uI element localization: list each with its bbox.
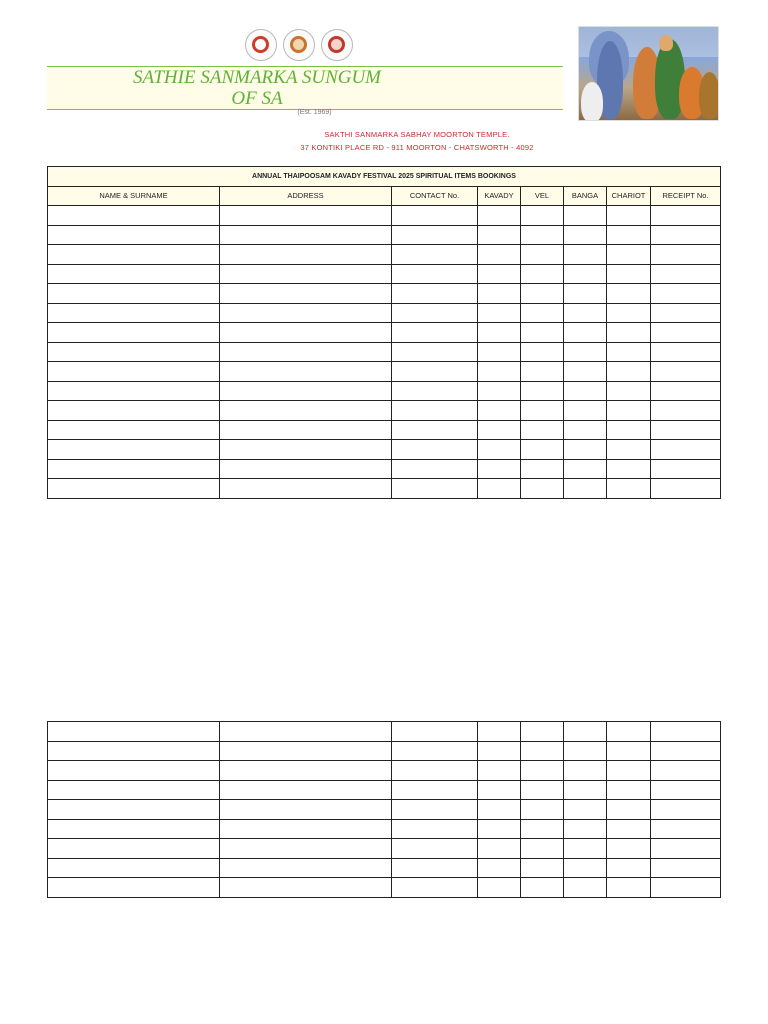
entry-cell[interactable] — [521, 225, 564, 245]
entry-cell[interactable] — [651, 839, 721, 859]
entry-cell[interactable] — [521, 741, 564, 761]
entry-cell[interactable] — [651, 381, 721, 401]
entry-cell[interactable] — [220, 323, 392, 343]
entry-cell[interactable] — [564, 225, 607, 245]
entry-cell[interactable] — [651, 878, 721, 898]
entry-cell[interactable] — [607, 741, 651, 761]
column-header: ADDRESS — [220, 186, 392, 206]
entry-cell[interactable] — [521, 420, 564, 440]
entry-cell[interactable] — [478, 381, 521, 401]
entry-cell[interactable] — [651, 245, 721, 265]
entry-cell[interactable] — [48, 858, 220, 878]
entry-cell[interactable] — [607, 401, 651, 421]
table-row — [48, 245, 721, 265]
table-row — [48, 479, 721, 499]
entry-cell[interactable] — [564, 264, 607, 284]
emblem-icon-3 — [321, 29, 353, 61]
entry-cell[interactable] — [478, 761, 521, 781]
entry-cell[interactable] — [521, 245, 564, 265]
entry-cell[interactable] — [521, 342, 564, 362]
entry-cell[interactable] — [564, 819, 607, 839]
entry-cell[interactable] — [564, 401, 607, 421]
entry-cell[interactable] — [48, 323, 220, 343]
temple-address: 37 KONTIKI PLACE RD - 911 MOORTON - CHATSWORTH - 4092 — [300, 143, 534, 152]
entry-cell[interactable] — [220, 284, 392, 304]
entry-cell[interactable] — [564, 722, 607, 742]
entry-cell[interactable] — [220, 839, 392, 859]
emblem-group — [245, 29, 353, 61]
entry-cell[interactable] — [478, 459, 521, 479]
entry-cell[interactable] — [564, 741, 607, 761]
entry-cell[interactable] — [607, 420, 651, 440]
entry-cell[interactable] — [478, 323, 521, 343]
entry-cell[interactable] — [607, 303, 651, 323]
column-header: VEL — [521, 186, 564, 206]
entry-cell[interactable] — [607, 362, 651, 382]
entry-cell[interactable] — [651, 401, 721, 421]
org-title-bar — [47, 66, 563, 110]
table-row — [48, 342, 721, 362]
deity-image — [578, 26, 719, 121]
entry-cell[interactable] — [564, 206, 607, 226]
entry-cell[interactable] — [521, 401, 564, 421]
table-row — [48, 303, 721, 323]
entry-cell[interactable] — [392, 780, 478, 800]
entry-cell[interactable] — [478, 722, 521, 742]
entry-cell[interactable] — [521, 780, 564, 800]
entry-cell[interactable] — [651, 225, 721, 245]
entry-cell[interactable] — [48, 819, 220, 839]
entry-cell[interactable] — [392, 303, 478, 323]
entry-cell[interactable] — [478, 800, 521, 820]
entry-cell[interactable] — [392, 206, 478, 226]
entry-cell[interactable] — [607, 342, 651, 362]
table-row — [48, 878, 721, 898]
table-row — [48, 401, 721, 421]
entry-cell[interactable] — [564, 303, 607, 323]
entry-cell[interactable] — [48, 741, 220, 761]
entry-cell[interactable] — [478, 401, 521, 421]
entry-cell[interactable] — [392, 362, 478, 382]
entry-cell[interactable] — [651, 459, 721, 479]
entry-cell[interactable] — [48, 459, 220, 479]
entry-cell[interactable] — [651, 800, 721, 820]
entry-cell[interactable] — [478, 420, 521, 440]
established-note: (Est. 1969) — [297, 109, 332, 116]
entry-cell[interactable] — [392, 722, 478, 742]
entry-cell[interactable] — [564, 780, 607, 800]
entry-cell[interactable] — [220, 479, 392, 499]
entry-cell[interactable] — [607, 800, 651, 820]
column-header: CONTACT No. — [392, 186, 478, 206]
entry-cell[interactable] — [478, 225, 521, 245]
entry-cell[interactable] — [607, 722, 651, 742]
entry-cell[interactable] — [220, 225, 392, 245]
entry-cell[interactable] — [651, 858, 721, 878]
entry-cell[interactable] — [478, 303, 521, 323]
entry-cell[interactable] — [521, 722, 564, 742]
entry-cell[interactable] — [564, 284, 607, 304]
table-row — [48, 206, 721, 226]
entry-cell[interactable] — [48, 225, 220, 245]
table-row — [48, 741, 721, 761]
entry-cell[interactable] — [220, 206, 392, 226]
column-header: RECEIPT No. — [651, 186, 721, 206]
table-row — [48, 440, 721, 460]
entry-cell[interactable] — [48, 722, 220, 742]
entry-cell[interactable] — [220, 800, 392, 820]
entry-cell[interactable] — [392, 479, 478, 499]
entry-cell[interactable] — [607, 479, 651, 499]
entry-cell[interactable] — [392, 741, 478, 761]
temple-name: SAKTHI SANMARKA SABHAY MOORTON TEMPLE. — [324, 130, 510, 139]
entry-cell[interactable] — [478, 839, 521, 859]
entry-cell[interactable] — [220, 420, 392, 440]
entry-cell[interactable] — [521, 284, 564, 304]
entry-cell[interactable] — [392, 420, 478, 440]
entry-cell[interactable] — [564, 800, 607, 820]
entry-cell[interactable] — [564, 362, 607, 382]
org-title-line2: OF SA — [231, 88, 283, 109]
entry-cell[interactable] — [220, 381, 392, 401]
entry-cell[interactable] — [220, 264, 392, 284]
entry-cell[interactable] — [48, 878, 220, 898]
entry-cell[interactable] — [220, 342, 392, 362]
bookings-table — [47, 166, 721, 499]
entry-cell[interactable] — [607, 206, 651, 226]
entry-cell[interactable] — [564, 479, 607, 499]
entry-cell[interactable] — [521, 323, 564, 343]
entry-cell[interactable] — [392, 245, 478, 265]
entry-cell[interactable] — [392, 264, 478, 284]
entry-cell[interactable] — [478, 284, 521, 304]
entry-cell[interactable] — [220, 722, 392, 742]
entry-cell[interactable] — [392, 800, 478, 820]
table-row — [48, 362, 721, 382]
entry-cell[interactable] — [607, 858, 651, 878]
entry-cell[interactable] — [651, 819, 721, 839]
entry-cell[interactable] — [564, 459, 607, 479]
entry-cell[interactable] — [521, 858, 564, 878]
entry-cell[interactable] — [48, 420, 220, 440]
entry-cell[interactable] — [651, 761, 721, 781]
entry-cell[interactable] — [392, 284, 478, 304]
entry-cell[interactable] — [392, 323, 478, 343]
entry-cell[interactable] — [392, 440, 478, 460]
entry-cell[interactable] — [220, 878, 392, 898]
entry-cell[interactable] — [651, 479, 721, 499]
column-header: CHARIOT — [607, 186, 651, 206]
entry-cell[interactable] — [607, 459, 651, 479]
table-row — [48, 323, 721, 343]
table-row — [48, 780, 721, 800]
entry-cell[interactable] — [607, 780, 651, 800]
entry-cell[interactable] — [521, 479, 564, 499]
table-row — [48, 225, 721, 245]
entry-cell[interactable] — [651, 303, 721, 323]
table-row — [48, 420, 721, 440]
entry-cell[interactable] — [392, 459, 478, 479]
entry-cell[interactable] — [220, 459, 392, 479]
entry-cell[interactable] — [220, 303, 392, 323]
table-row — [48, 761, 721, 781]
entry-cell[interactable] — [478, 264, 521, 284]
entry-cell[interactable] — [48, 780, 220, 800]
entry-cell[interactable] — [392, 878, 478, 898]
entry-cell[interactable] — [220, 780, 392, 800]
entry-cell[interactable] — [521, 800, 564, 820]
entry-cell[interactable] — [48, 761, 220, 781]
entry-cell[interactable] — [521, 819, 564, 839]
entry-cell[interactable] — [651, 420, 721, 440]
entry-cell[interactable] — [48, 284, 220, 304]
emblem-icon-2 — [283, 29, 315, 61]
table-row — [48, 858, 721, 878]
table-row — [48, 264, 721, 284]
entry-cell[interactable] — [220, 761, 392, 781]
entry-cell[interactable] — [478, 741, 521, 761]
entry-cell[interactable] — [48, 342, 220, 362]
entry-cell[interactable] — [564, 381, 607, 401]
entry-cell[interactable] — [607, 440, 651, 460]
entry-cell[interactable] — [607, 264, 651, 284]
form-title: ANNUAL THAIPOOSAM KAVADY FESTIVAL 2025 SPIRITUAL ITEMS BOOKINGS — [48, 167, 721, 187]
entry-cell[interactable] — [392, 381, 478, 401]
entry-cell[interactable] — [651, 264, 721, 284]
table-row — [48, 381, 721, 401]
entry-cell[interactable] — [521, 362, 564, 382]
entry-cell[interactable] — [48, 303, 220, 323]
entry-cell[interactable] — [607, 819, 651, 839]
column-header: BANGA — [564, 186, 607, 206]
table-row — [48, 800, 721, 820]
entry-cell[interactable] — [48, 839, 220, 859]
entry-cell[interactable] — [521, 264, 564, 284]
entry-cell[interactable] — [478, 479, 521, 499]
entry-cell[interactable] — [651, 206, 721, 226]
entry-cell[interactable] — [392, 858, 478, 878]
entry-cell[interactable] — [521, 878, 564, 898]
entry-cell[interactable] — [607, 878, 651, 898]
column-header: NAME & SURNAME — [48, 186, 220, 206]
table-row — [48, 284, 721, 304]
table-row — [48, 819, 721, 839]
table-row — [48, 839, 721, 859]
entry-cell[interactable] — [48, 479, 220, 499]
entry-cell[interactable] — [607, 245, 651, 265]
entry-cell[interactable] — [48, 264, 220, 284]
entry-cell[interactable] — [48, 800, 220, 820]
entry-cell[interactable] — [48, 440, 220, 460]
entry-cell[interactable] — [521, 459, 564, 479]
entry-cell[interactable] — [564, 342, 607, 362]
entry-cell[interactable] — [564, 839, 607, 859]
entry-cell[interactable] — [478, 206, 521, 226]
entry-cell[interactable] — [220, 819, 392, 839]
entry-cell[interactable] — [478, 440, 521, 460]
entry-cell[interactable] — [48, 381, 220, 401]
table-row — [48, 722, 721, 742]
entry-cell[interactable] — [564, 245, 607, 265]
entry-cell[interactable] — [478, 780, 521, 800]
column-header: KAVADY — [478, 186, 521, 206]
entry-cell[interactable] — [48, 362, 220, 382]
entry-cell[interactable] — [220, 440, 392, 460]
entry-cell[interactable] — [651, 722, 721, 742]
emblem-icon-1 — [245, 29, 277, 61]
column-header-row — [48, 186, 721, 206]
entry-cell[interactable] — [521, 381, 564, 401]
entry-cell[interactable] — [521, 206, 564, 226]
entry-cell[interactable] — [478, 878, 521, 898]
entry-cell[interactable] — [392, 761, 478, 781]
entry-cell[interactable] — [564, 420, 607, 440]
entry-cell[interactable] — [564, 323, 607, 343]
entry-cell[interactable] — [651, 342, 721, 362]
entry-cell[interactable] — [392, 839, 478, 859]
entry-cell[interactable] — [220, 245, 392, 265]
entry-cell[interactable] — [48, 206, 220, 226]
entry-cell[interactable] — [478, 362, 521, 382]
entry-cell[interactable] — [48, 401, 220, 421]
entry-cell[interactable] — [392, 342, 478, 362]
entry-cell[interactable] — [651, 741, 721, 761]
entry-cell[interactable] — [220, 858, 392, 878]
entry-cell[interactable] — [478, 858, 521, 878]
table-title-row — [48, 167, 721, 187]
entry-cell[interactable] — [392, 401, 478, 421]
entry-cell[interactable] — [607, 284, 651, 304]
entry-cell[interactable] — [478, 245, 521, 265]
entry-cell[interactable] — [607, 839, 651, 859]
entry-cell[interactable] — [564, 858, 607, 878]
entry-cell[interactable] — [220, 362, 392, 382]
entry-cell[interactable] — [607, 323, 651, 343]
entry-cell[interactable] — [651, 284, 721, 304]
entry-cell[interactable] — [478, 819, 521, 839]
entry-cell[interactable] — [651, 780, 721, 800]
entry-cell[interactable] — [220, 741, 392, 761]
table-row — [48, 459, 721, 479]
entry-cell[interactable] — [220, 401, 392, 421]
entry-cell[interactable] — [521, 839, 564, 859]
entry-cell[interactable] — [607, 761, 651, 781]
entry-cell[interactable] — [651, 323, 721, 343]
entry-cell[interactable] — [607, 225, 651, 245]
org-title-line1: SATHIE SANMARKA SUNGUM — [132, 67, 382, 88]
entry-cell[interactable] — [521, 761, 564, 781]
entry-cell[interactable] — [651, 362, 721, 382]
bookings-table-continued — [47, 721, 721, 898]
entry-cell[interactable] — [564, 440, 607, 460]
entry-cell[interactable] — [607, 381, 651, 401]
entry-cell[interactable] — [392, 225, 478, 245]
entry-cell[interactable] — [564, 761, 607, 781]
entry-cell[interactable] — [564, 878, 607, 898]
entry-cell[interactable] — [651, 440, 721, 460]
entry-cell[interactable] — [48, 245, 220, 265]
entry-cell[interactable] — [521, 303, 564, 323]
entry-cell[interactable] — [392, 819, 478, 839]
entry-cell[interactable] — [521, 440, 564, 460]
entry-cell[interactable] — [478, 342, 521, 362]
